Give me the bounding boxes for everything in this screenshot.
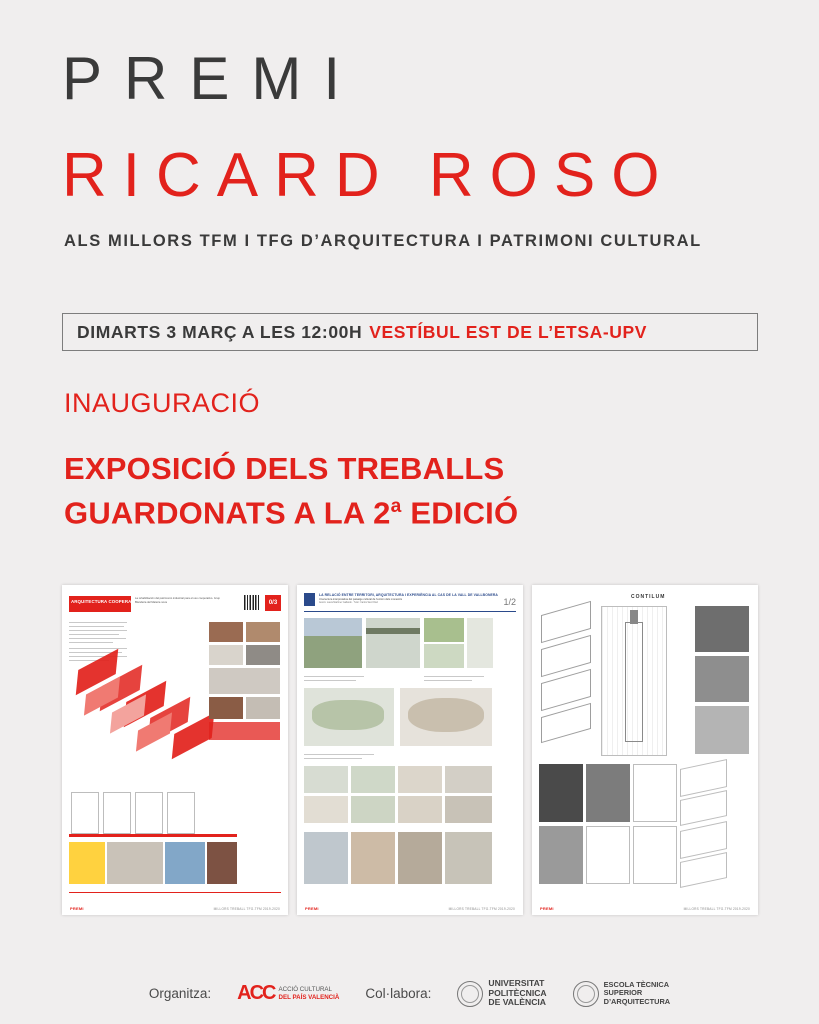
acc-logo-text: [278, 986, 339, 1002]
panel-3-footer: [540, 897, 750, 911]
heading-inauguracio: INAUGURACIÓ: [64, 388, 261, 418]
panel-2-map-tiles: [304, 766, 516, 824]
upv-logo-icon: [304, 593, 315, 606]
panel-2: [297, 585, 523, 915]
acc-line-2: DEL PAÍS VALENCIÀ: [278, 993, 340, 1001]
etsa-logo: [573, 981, 671, 1007]
panel-2-footer-left: PREMI: [305, 906, 319, 911]
etsa-line-2: SUPERIOR: [603, 988, 643, 998]
panel-3: [532, 585, 758, 915]
panel-1-subtitle: La rehabilitación del patrimonio industrial para el uso cooperativo. Grup Blanderia del Materia nova: [135, 597, 220, 604]
title-ricard-roso: RICARD ROSO: [62, 141, 676, 210]
panel-1-photo-grid: [209, 622, 281, 742]
panel-1: [62, 585, 288, 915]
panel-1-footer: [70, 897, 280, 911]
event-place: VESTÍBUL EST DE L’ETSA-UPV: [369, 321, 648, 342]
panel-2-content: [304, 592, 516, 895]
panel-3-axonometric-column: [539, 606, 597, 736]
upv-logo-text: [488, 979, 546, 1008]
panel-1-footer-right: MILLORS TREBALL TFG-TFM 2019-2020: [213, 907, 280, 911]
organitza-label: Organitza:: [148, 986, 212, 1002]
sponsors-footer: [0, 979, 819, 1008]
poster-subtitle: ALS MILLORS TFM I TFG D’ARQUITECTURA I PATRIMONI CULTURAL: [64, 232, 702, 250]
collabora-label: Col·labora:: [365, 986, 432, 1002]
panel-1-page-number: 0/3: [265, 595, 281, 611]
upv-seal-icon: [457, 981, 483, 1007]
upv-line-3: DE VALÈNCIA: [488, 997, 546, 1008]
event-date: DIMARTS 3 MARÇ A LES 12:00H: [77, 321, 363, 342]
panel-1-content: [69, 592, 281, 895]
exposicio-line-1: EXPOSICIÓ DELS TREBALLS: [64, 451, 505, 486]
panel-2-subtitle: Una lectura interpretativa del paisatge cultural de l’entorn dels monestirs: [319, 598, 403, 601]
panel-1-header: [69, 592, 281, 618]
panel-2-title: LA RELACIÓ ENTRE TERRITORI, ARQUITECTURA I EXPERIÈNCIA AL CAS DE LA VALL DE VALLBONERA: [319, 593, 498, 597]
panel-2-footer-right: MILLORS TREBALL TFG-TFM 2019-2020: [448, 907, 515, 911]
panel-2-page-number: 1/2: [503, 597, 516, 607]
exposicio-line-2-post: EDICIÓ: [401, 495, 519, 531]
qr-code-icon: [244, 595, 259, 610]
panel-2-photographs: [304, 832, 516, 886]
exposicio-ordinal: a: [390, 496, 402, 517]
panel-2-terrain-maps: [304, 688, 516, 748]
award-panels-gallery: [62, 585, 758, 915]
heading-exposicio: [64, 450, 764, 532]
upv-line-1: UNIVERSITAT: [488, 978, 545, 989]
panel-3-photo-column: [695, 606, 751, 756]
panel-1-title: ARQUITECTURA COOPERATIVA: [71, 599, 142, 604]
etsa-seal-icon: [573, 981, 599, 1007]
panel-3-footer-right: MILLORS TREBALL TFG-TFM 2019-2020: [683, 907, 750, 911]
panel-1-axonometric-diagram: [71, 654, 231, 804]
acc-mark-icon: ACC: [237, 982, 275, 1005]
acc-line-1: ACCIÓ CULTURAL: [278, 985, 333, 993]
panel-3-footer-left: PREMI: [540, 906, 554, 911]
panel-1-bottom-strip: [69, 842, 281, 886]
panel-2-row-1: [304, 618, 516, 670]
panel-1-footer-left: PREMI: [70, 906, 84, 911]
etsa-logo-text: [604, 981, 671, 1007]
title-premi: PREMI: [62, 45, 363, 112]
exposicio-line-2-pre: GUARDONATS A LA 2: [64, 495, 391, 531]
upv-logo: [457, 979, 546, 1008]
etsa-line-1: ESCOLA TÈCNICA: [603, 979, 670, 989]
panel-3-lower-grid: [539, 764, 751, 886]
acc-logo: [237, 982, 339, 1005]
etsa-line-3: D’ARQUITECTURA: [603, 996, 671, 1006]
panel-3-title: CONTILUM: [631, 594, 666, 600]
panel-3-content: [539, 592, 751, 895]
date-place-bar: [62, 313, 758, 351]
panel-2-footer: [305, 897, 515, 911]
panel-2-authors: Autors: Laura Martínez Gallardo · Tutor: Carlos Sanz Diaz: [319, 602, 378, 604]
panel-3-elevation-drawing: [601, 606, 667, 756]
upv-line-2: POLITÈCNICA: [488, 987, 547, 998]
panel-2-header: [304, 592, 516, 612]
panel-1-floor-plans: [71, 792, 201, 836]
